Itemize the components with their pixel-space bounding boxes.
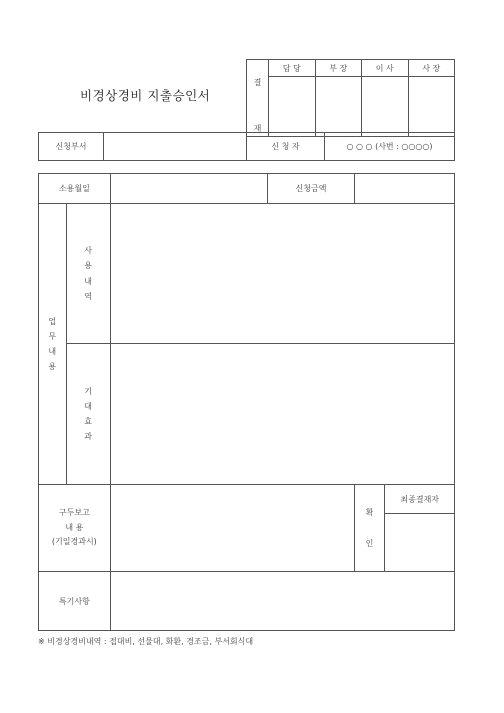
approval-side-label [247,60,269,137]
approval-side-top: 결 [253,78,262,88]
page-title: 비경상경비 지출승인서 [80,88,211,103]
oral-report-label: 구두보고 내 용 (기일경과시) [39,485,111,572]
amount-field[interactable] [354,174,454,204]
usage-details-field[interactable] [110,204,454,344]
footnote: ※ 비경상경비내역 : 접대비, 선물대, 화환, 경조금, 부서회식대 [38,637,254,646]
dept-field[interactable] [104,133,247,161]
approval-col-president: 사 장 [408,60,455,77]
date-field[interactable] [110,174,268,204]
amount-label: 신청금액 [268,174,354,204]
approval-col-manager: 부 장 [315,60,362,77]
approval-sign-director[interactable] [362,77,409,137]
approval-sign-president[interactable] [408,77,455,137]
approval-col-staff: 담 당 [269,60,316,77]
oral-report-field[interactable] [110,485,354,572]
approval-table [246,59,455,137]
expected-effect-label: 기 대 효 과 [66,344,110,485]
main-form-table [38,173,455,631]
final-approver-label: 최종결재자 [385,485,455,514]
dept-label: 신청부서 [39,133,104,161]
expected-effect-field[interactable] [110,344,454,485]
approval-sign-staff[interactable] [269,77,316,137]
special-notes-field[interactable] [110,572,454,631]
approval-side-bottom: 재 [253,123,262,133]
business-content-label: 업 무 내 용 [39,204,67,485]
applicant-label: 신 청 자 [247,133,325,161]
applicant-field[interactable]: ○ ○ ○ (사번 : ○○○○) [325,133,455,161]
date-label: 소용월일 [39,174,111,204]
usage-details-label: 사 용 내 역 [66,204,110,344]
confirm-label: 확 인 [354,485,385,572]
final-approver-sign[interactable] [385,514,455,572]
special-notes-label: 특기사항 [39,572,111,631]
approval-col-director: 이 사 [362,60,409,77]
applicant-table [38,132,455,161]
approval-sign-manager[interactable] [315,77,362,137]
